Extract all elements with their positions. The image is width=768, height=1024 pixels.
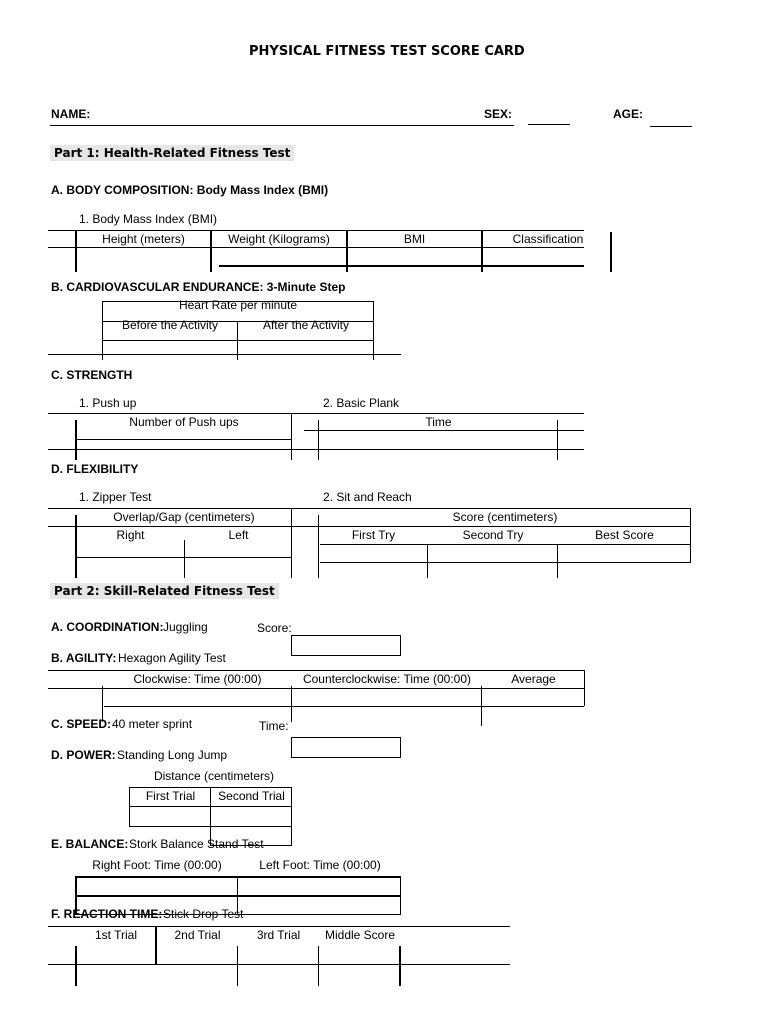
bmi-value-cell[interactable]: [348, 249, 480, 263]
reaction-1st-cell[interactable]: [78, 946, 154, 963]
balance-col-left: Left Foot: Time (00:00): [259, 858, 381, 872]
power-test: Standing Long Jump: [117, 748, 228, 762]
plank-subheading: 2. Basic Plank: [323, 396, 400, 410]
pushup-col: Number of Push ups: [129, 415, 239, 429]
sex-label: SEX:: [484, 107, 513, 121]
sit-reach-col-second: Second Try: [462, 528, 524, 542]
sit-reach-subheading: 2. Sit and Reach: [323, 490, 412, 504]
sit-reach-group-header: Score (centimeters): [452, 510, 558, 524]
coordination-score-label: Score:: [257, 621, 292, 635]
power-first-cell[interactable]: [131, 808, 209, 825]
sex-field-line[interactable]: [528, 124, 570, 125]
bmi-col-classification: Classification: [512, 232, 584, 246]
power-group-header: Distance (centimeters): [153, 769, 275, 783]
sex-label-underline: [484, 125, 514, 126]
agility-counterclockwise-cell[interactable]: [293, 690, 480, 705]
age-field-line[interactable]: [650, 126, 692, 127]
zipper-right-cell[interactable]: [78, 544, 183, 556]
zipper-col-left: Left: [228, 528, 249, 542]
cardio-col-before: Before the Activity: [121, 318, 219, 332]
agility-col-clockwise: Clockwise: Time (00:00): [133, 672, 262, 686]
sit-reach-first-cell[interactable]: [320, 546, 426, 561]
page-title: PHYSICAL FITNESS TEST SCORE CARD: [249, 44, 525, 59]
balance-col-right: Right Foot: Time (00:00): [92, 858, 222, 872]
speed-heading: C. SPEED:: [51, 717, 112, 731]
part2-label: Part 2: Skill-Related Fitness Test: [50, 583, 279, 599]
zipper-group-header: Overlap/Gap (centimeters): [113, 510, 255, 524]
pushup-cell[interactable]: [78, 440, 290, 448]
power-col-second: Second Trial: [218, 789, 285, 803]
pushup-subheading: 1. Push up: [79, 396, 137, 410]
power-col-first: First Trial: [145, 789, 196, 803]
reaction-2nd-cell[interactable]: [158, 946, 236, 963]
reaction-3rd-cell[interactable]: [239, 946, 317, 963]
sit-reach-col-best: Best Score: [595, 528, 654, 542]
power-second-cell[interactable]: [212, 808, 290, 825]
reaction-middle-cell[interactable]: [320, 946, 398, 963]
name-label: NAME:: [51, 107, 91, 121]
cardio-col-after: After the Activity: [262, 318, 350, 332]
reaction-col-3rd: 3rd Trial: [256, 928, 301, 942]
sit-reach-col-first: First Try: [351, 528, 396, 542]
cardio-group-header: Heart Rate per minute: [178, 298, 298, 312]
agility-clockwise-cell[interactable]: [104, 690, 290, 705]
balance-heading: E. BALANCE:: [51, 837, 129, 851]
age-label: AGE:: [613, 107, 643, 121]
body-composition-heading: A. BODY COMPOSITION: Body Mass Index (BMI): [51, 183, 329, 197]
coordination-score-box[interactable]: [291, 635, 401, 656]
power-heading: D. POWER:: [51, 748, 116, 762]
reaction-col-middle: Middle Score: [324, 928, 396, 942]
bmi-height-cell[interactable]: [77, 249, 209, 263]
sit-reach-best-cell[interactable]: [559, 546, 689, 561]
reaction-test: Stick Drop Test: [163, 907, 244, 921]
speed-test: 40 meter sprint: [112, 717, 193, 731]
balance-test: Stork Balance Stand Test: [129, 837, 264, 851]
bmi-subheading: 1. Body Mass Index (BMI): [79, 212, 218, 226]
plank-cell[interactable]: [320, 432, 556, 448]
zipper-left-cell[interactable]: [186, 544, 290, 556]
agility-col-counterclockwise: Counterclockwise: Time (00:00): [302, 672, 472, 686]
name-line[interactable]: [50, 125, 484, 126]
bmi-col-weight: Weight (Kilograms): [228, 232, 330, 246]
speed-time-box[interactable]: [291, 737, 401, 758]
plank-col: Time: [425, 415, 452, 429]
bmi-weight-cell[interactable]: [212, 249, 345, 263]
reaction-heading: F. REACTION TIME:: [51, 907, 163, 921]
cardio-after-cell[interactable]: [239, 342, 372, 353]
balance-right-cell[interactable]: [78, 879, 236, 894]
bmi-col-bmi: BMI: [403, 232, 426, 246]
agility-test: Hexagon Agility Test: [118, 651, 226, 665]
reaction-col-1st: 1st Trial: [94, 928, 137, 942]
cardio-heading: B. CARDIOVASCULAR ENDURANCE: 3-Minute Step: [51, 280, 346, 294]
coordination-heading: A. COORDINATION:: [51, 620, 164, 634]
strength-heading: C. STRENGTH: [51, 368, 133, 382]
agility-col-average: Average: [511, 672, 556, 686]
agility-heading: B. AGILITY:: [51, 651, 117, 665]
coordination-test: Juggling: [163, 620, 208, 634]
cardio-before-cell[interactable]: [104, 342, 236, 353]
bmi-col-height: Height (meters): [102, 232, 185, 246]
zipper-subheading: 1. Zipper Test: [79, 490, 152, 504]
part1-label: Part 1: Health-Related Fitness Test: [50, 145, 294, 161]
speed-time-label: Time:: [259, 719, 289, 733]
flexibility-heading: D. FLEXIBILITY: [51, 462, 139, 476]
zipper-col-right: Right: [116, 528, 145, 542]
balance-left-cell[interactable]: [239, 879, 399, 894]
agility-average-cell[interactable]: [483, 690, 583, 705]
reaction-col-2nd: 2nd Trial: [174, 928, 221, 942]
bmi-classification-cell[interactable]: [483, 249, 609, 263]
sit-reach-second-cell[interactable]: [429, 546, 556, 561]
